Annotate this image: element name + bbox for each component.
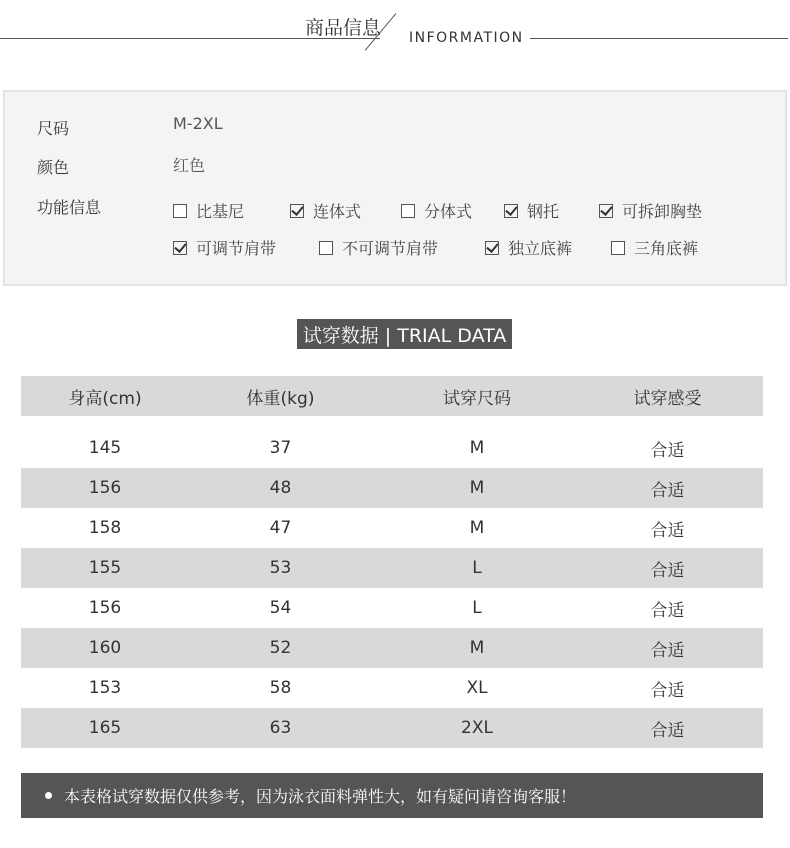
- checkbox-checked-icon[interactable]: [173, 241, 187, 255]
- feature-option[interactable]: [611, 236, 698, 259]
- feature-label: 连体式: [313, 202, 362, 221]
- table-body: [21, 428, 763, 748]
- feature-label: 比基尼: [196, 202, 245, 221]
- col-header-size: 试穿尺码: [443, 388, 511, 409]
- size-label: 尺码: [37, 119, 70, 138]
- cell-weight: 63: [269, 718, 292, 738]
- cell-weight: 37: [269, 438, 292, 458]
- checkbox-checked-icon[interactable]: [599, 204, 613, 218]
- trial-data-title: 试穿数据 | TRIAL DATA: [297, 319, 512, 349]
- table-row: [21, 428, 763, 468]
- checkbox-unchecked-icon[interactable]: [319, 241, 333, 255]
- feature-option[interactable]: [599, 199, 702, 222]
- cell-size: M: [469, 518, 485, 538]
- feature-option[interactable]: [504, 199, 559, 222]
- checkbox-unchecked-icon[interactable]: [401, 204, 415, 218]
- cell-feeling: 合适: [650, 520, 685, 541]
- cell-weight: 54: [269, 598, 292, 618]
- feature-option[interactable]: [173, 199, 244, 222]
- cell-weight: 52: [269, 638, 292, 658]
- cell-size: XL: [466, 678, 488, 698]
- table-row: [21, 508, 763, 548]
- col-header-feeling: 试穿感受: [633, 388, 702, 409]
- cell-size: M: [469, 638, 485, 658]
- table-row: [21, 708, 763, 748]
- checkbox-checked-icon[interactable]: [485, 241, 499, 255]
- cell-feeling: 合适: [650, 680, 685, 701]
- cell-height: 156: [88, 478, 122, 498]
- feature-label: 不可调节肩带: [342, 239, 439, 258]
- cell-height: 153: [88, 678, 122, 698]
- cell-feeling: 合适: [650, 440, 685, 461]
- table-header-row: [21, 376, 763, 416]
- feature-option[interactable]: [485, 236, 572, 259]
- cell-size: M: [469, 478, 485, 498]
- cell-feeling: 合适: [650, 480, 685, 501]
- checkbox-unchecked-icon[interactable]: [173, 204, 187, 218]
- cell-height: 156: [88, 598, 122, 618]
- cell-height: 158: [88, 518, 122, 538]
- features-label: 功能信息: [37, 198, 102, 217]
- cell-height: 155: [88, 558, 122, 578]
- cell-height: 145: [88, 438, 122, 458]
- cell-height: 160: [88, 638, 122, 658]
- table-row: [21, 468, 763, 508]
- cell-weight: 47: [269, 518, 292, 538]
- cell-height: 165: [88, 718, 122, 738]
- color-label: 颜色: [37, 158, 70, 177]
- feature-label: 独立底裤: [508, 239, 573, 258]
- cell-size: M: [469, 438, 485, 458]
- cell-size: 2XL: [461, 718, 493, 738]
- checkbox-checked-icon[interactable]: [504, 204, 518, 218]
- feature-option[interactable]: [173, 236, 276, 259]
- cell-weight: 53: [269, 558, 292, 578]
- product-info-box: [3, 90, 787, 286]
- checkbox-unchecked-icon[interactable]: [611, 241, 625, 255]
- col-header-weight: 体重(kg): [246, 388, 315, 409]
- color-value: 红色: [173, 156, 206, 175]
- feature-label: 三角底裤: [634, 239, 699, 258]
- header-divider-right: [530, 38, 788, 39]
- table-spacer: [21, 416, 763, 428]
- table-row: [21, 668, 763, 708]
- section-title-cn: 商品信息: [305, 17, 382, 39]
- cell-weight: 48: [269, 478, 292, 498]
- feature-option[interactable]: [319, 236, 438, 259]
- table-row: [21, 548, 763, 588]
- cell-feeling: 合适: [650, 720, 685, 741]
- table-row: [21, 588, 763, 628]
- disclaimer-text: 本表格试穿数据仅供参考，因为泳衣面料弹性大，如有疑问请咨询客服！: [64, 787, 577, 806]
- cell-feeling: 合适: [650, 640, 685, 661]
- feature-label: 可调节肩带: [196, 239, 277, 258]
- disclaimer-note: [21, 773, 763, 818]
- cell-size: L: [472, 598, 482, 618]
- feature-label: 钢托: [527, 202, 560, 221]
- col-header-height: 身高(cm): [68, 388, 142, 409]
- trial-data-table: [21, 376, 763, 748]
- feature-label: 可拆卸胸垫: [622, 202, 703, 221]
- section-title-en: INFORMATION: [409, 30, 524, 46]
- size-value: M-2XL: [173, 114, 223, 133]
- bullet-icon: [45, 792, 52, 799]
- cell-size: L: [472, 558, 482, 578]
- table-row: [21, 628, 763, 668]
- checkbox-checked-icon[interactable]: [290, 204, 304, 218]
- cell-feeling: 合适: [650, 560, 685, 581]
- cell-weight: 58: [269, 678, 292, 698]
- feature-option[interactable]: [401, 199, 472, 222]
- feature-label: 分体式: [424, 202, 473, 221]
- cell-feeling: 合适: [650, 600, 685, 621]
- feature-option[interactable]: [290, 199, 361, 222]
